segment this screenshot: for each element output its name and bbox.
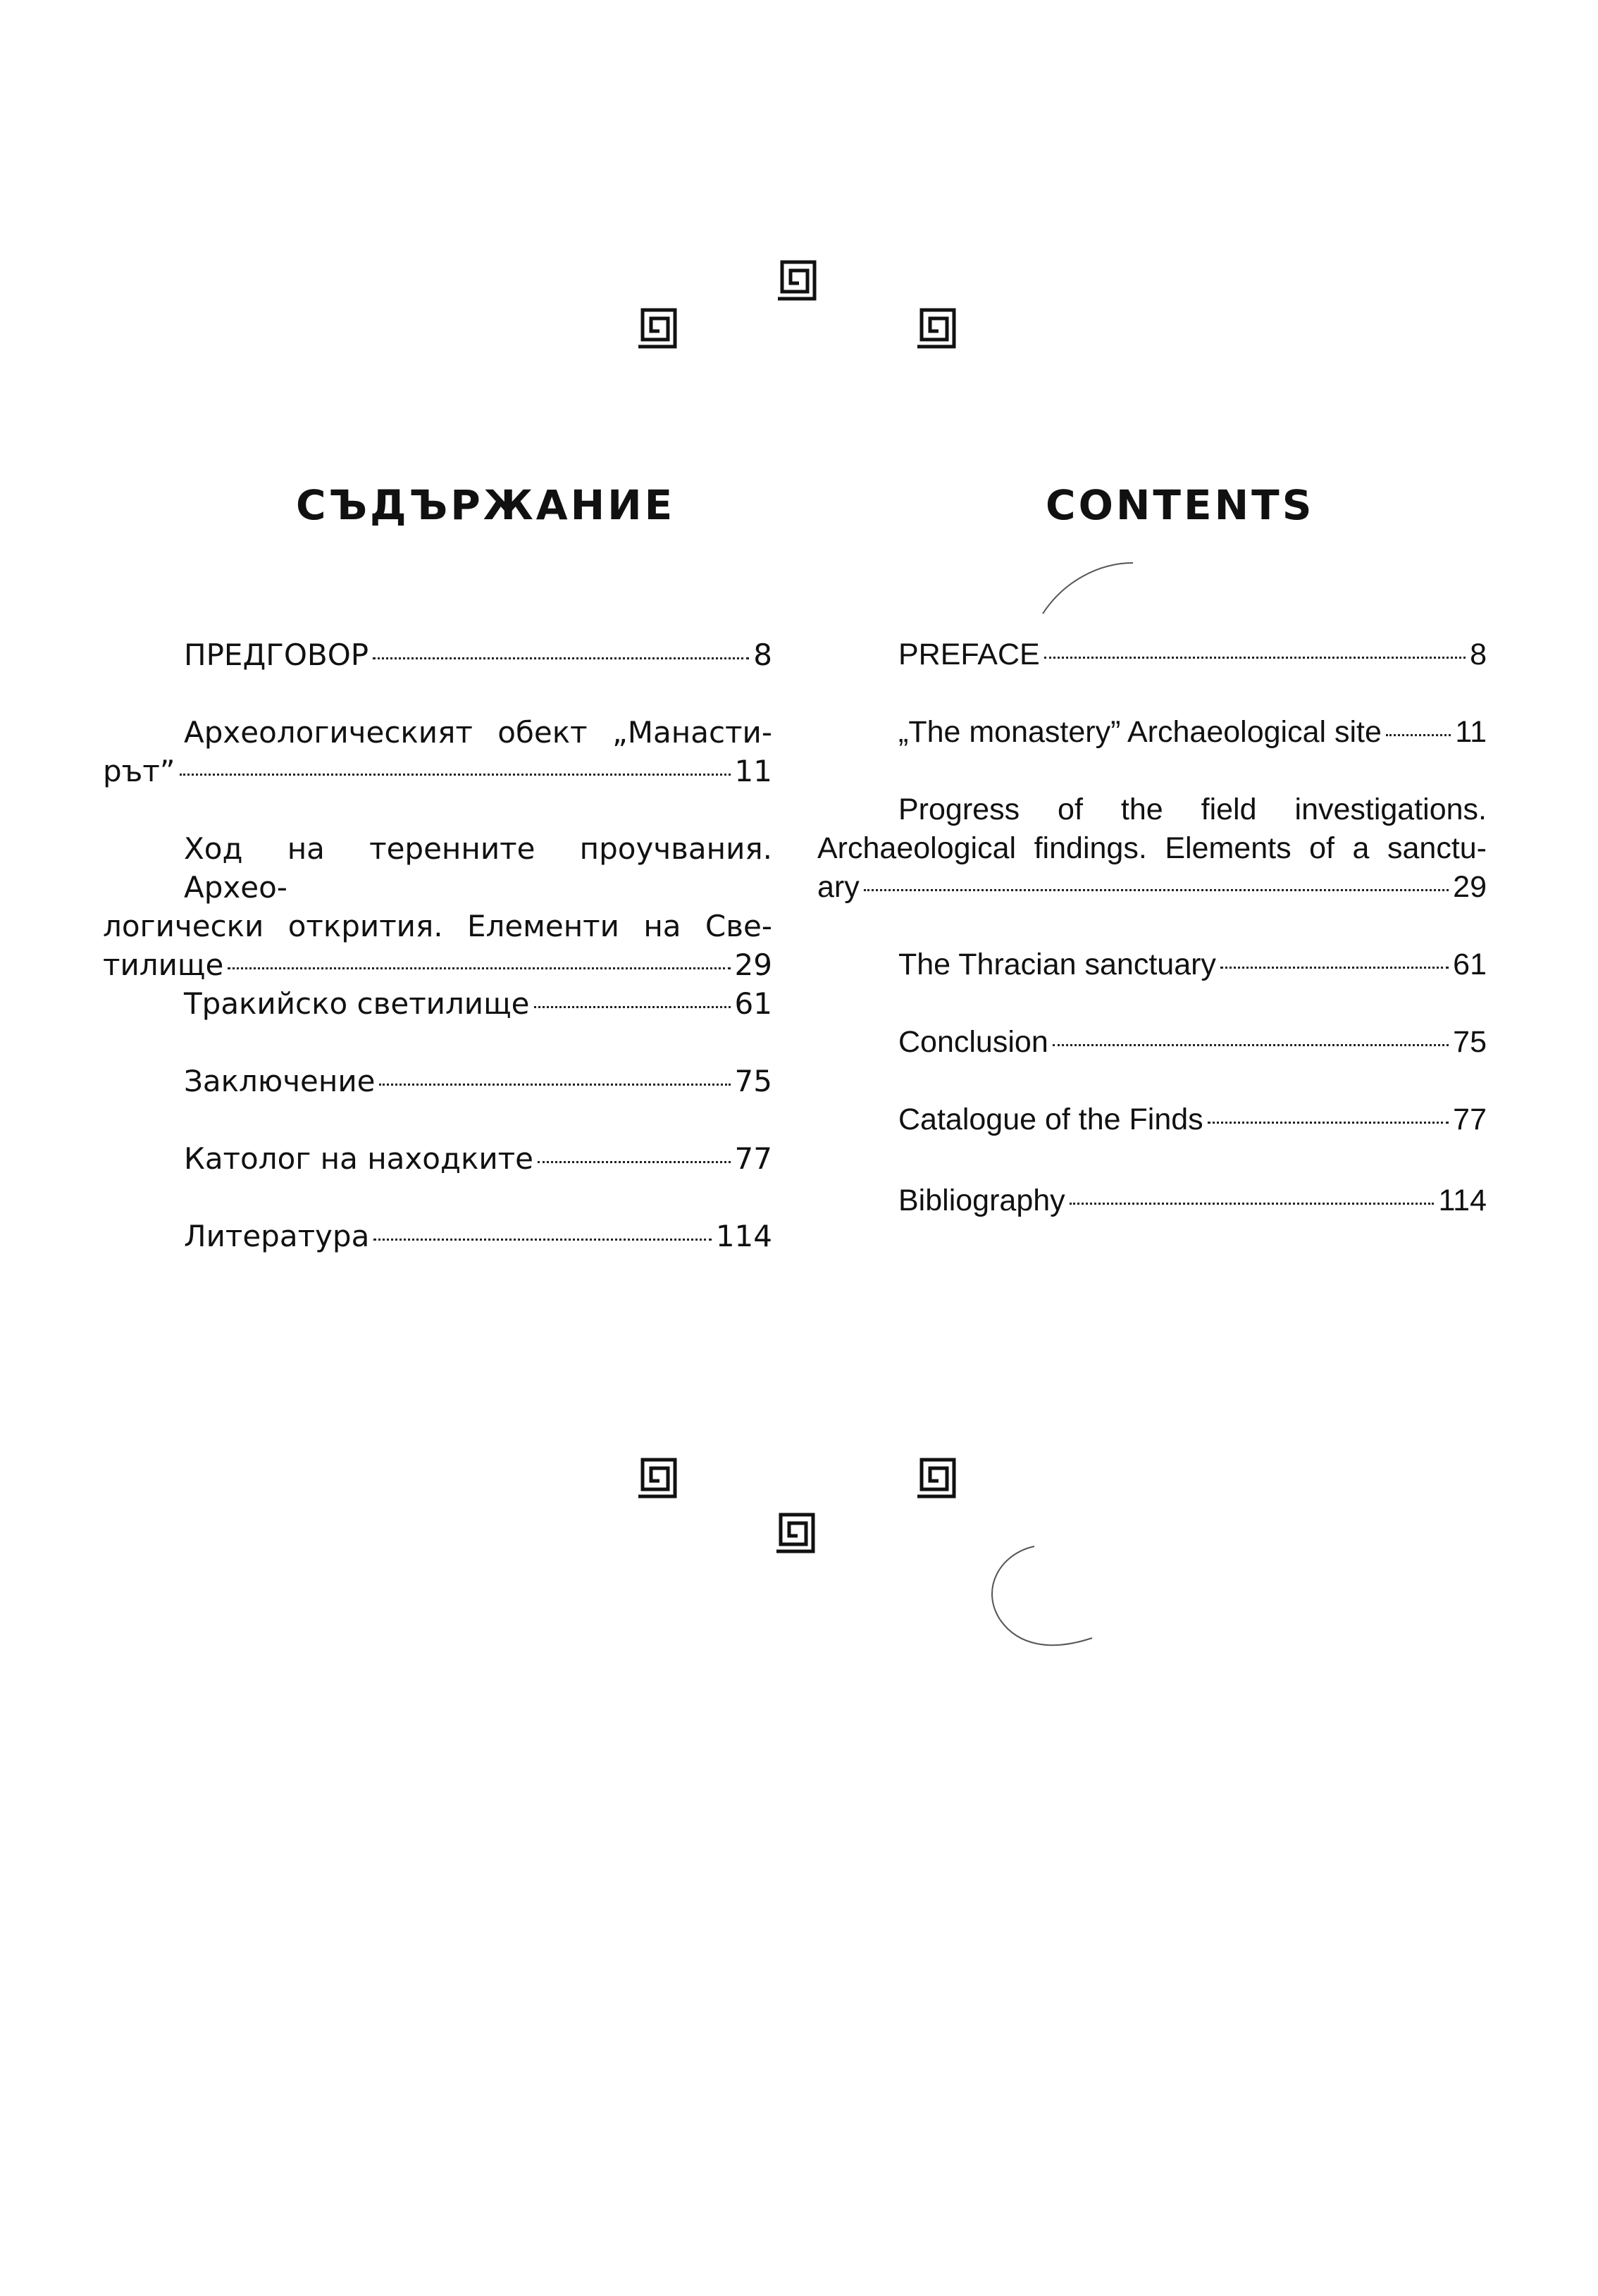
toc-en-entry-preface — [817, 635, 1487, 674]
toc-en-entry-site — [817, 713, 1487, 752]
toc-bg-page: 75 — [734, 1064, 772, 1098]
meander-top-right-icon — [915, 307, 957, 349]
toc-en-title: Bibliography — [898, 1184, 1065, 1217]
toc-bg-title: Литература — [184, 1219, 370, 1253]
toc-en-page: 75 — [1453, 1025, 1487, 1059]
toc-bg-title: ПРЕДГОВОР — [184, 638, 369, 672]
toc-bg-title: тилище — [103, 948, 224, 982]
toc-bg-page: 61 — [734, 986, 772, 1021]
toc-bg-page: 29 — [734, 948, 772, 982]
toc-en-entry-sanctuary — [817, 945, 1487, 984]
toc-en-page: 77 — [1453, 1103, 1487, 1136]
toc-bg-entry-progress — [103, 829, 772, 984]
toc-bg-title: Археологическият обект „Манасти- — [184, 715, 772, 750]
toc-en-page: 8 — [1470, 638, 1487, 671]
toc-bg-title: Католог на находките — [184, 1141, 533, 1176]
toc-en-title: Catalogue of the Finds — [898, 1103, 1203, 1136]
toc-en-page: 29 — [1453, 870, 1487, 904]
meander-top-center-icon — [775, 259, 817, 302]
toc-bg-entry-conclusion — [103, 1062, 772, 1100]
toc-en-title: The Thracian sanctuary — [898, 948, 1216, 981]
toc-bg-entry-site — [103, 713, 772, 790]
toc-bg-page: 8 — [753, 638, 772, 672]
heading-bulgarian: СЪДЪРЖАНИЕ — [296, 481, 676, 529]
toc-en-page: 114 — [1438, 1184, 1487, 1217]
toc-en-title: Progress of the field investigations. — [898, 793, 1487, 826]
toc-bg-title: Ход на теренните проучвания. Архео- — [184, 831, 772, 905]
toc-bg-page: 114 — [715, 1219, 772, 1253]
toc-bg-page: 11 — [734, 754, 772, 788]
pen-stroke-decoration — [1036, 560, 1141, 616]
toc-bg-page: 77 — [734, 1141, 772, 1176]
toc-bg-entry-catalogue — [103, 1139, 772, 1178]
heading-english: CONTENTS — [1046, 481, 1315, 529]
toc-bg-title: логически открития. Елементи на Све- — [103, 909, 772, 943]
toc-en-page: 11 — [1455, 715, 1487, 749]
toc-en-title: PREFACE — [898, 638, 1040, 671]
toc-bg-title: Заключение — [184, 1064, 376, 1098]
toc-en-entry-progress — [817, 790, 1487, 907]
toc-en-title: Conclusion — [898, 1025, 1048, 1059]
toc-bg-entry-sanctuary — [103, 984, 772, 1023]
toc-en-entry-catalogue — [817, 1100, 1487, 1139]
toc-en-title: Archaeological findings. Elements of a sanctu- — [817, 831, 1487, 865]
toc-bg-title: Тракийско светилище — [184, 986, 530, 1021]
meander-bottom-center-icon — [774, 1512, 816, 1554]
pen-curve-decoration — [972, 1539, 1099, 1659]
toc-bg-entry-preface — [103, 635, 772, 674]
meander-bottom-left-icon — [636, 1457, 678, 1499]
toc-en-entry-bibliography — [817, 1181, 1487, 1220]
meander-bottom-right-icon — [915, 1457, 957, 1499]
toc-en-entry-conclusion — [817, 1023, 1487, 1062]
toc-bg-title: рът” — [103, 754, 175, 788]
toc-en-title: „The monastery” Archaeological site — [898, 715, 1382, 749]
meander-top-left-icon — [636, 307, 678, 349]
toc-en-page: 61 — [1453, 948, 1487, 981]
toc-en-title: ary — [817, 870, 860, 904]
toc-bg-entry-bibliography — [103, 1217, 772, 1255]
